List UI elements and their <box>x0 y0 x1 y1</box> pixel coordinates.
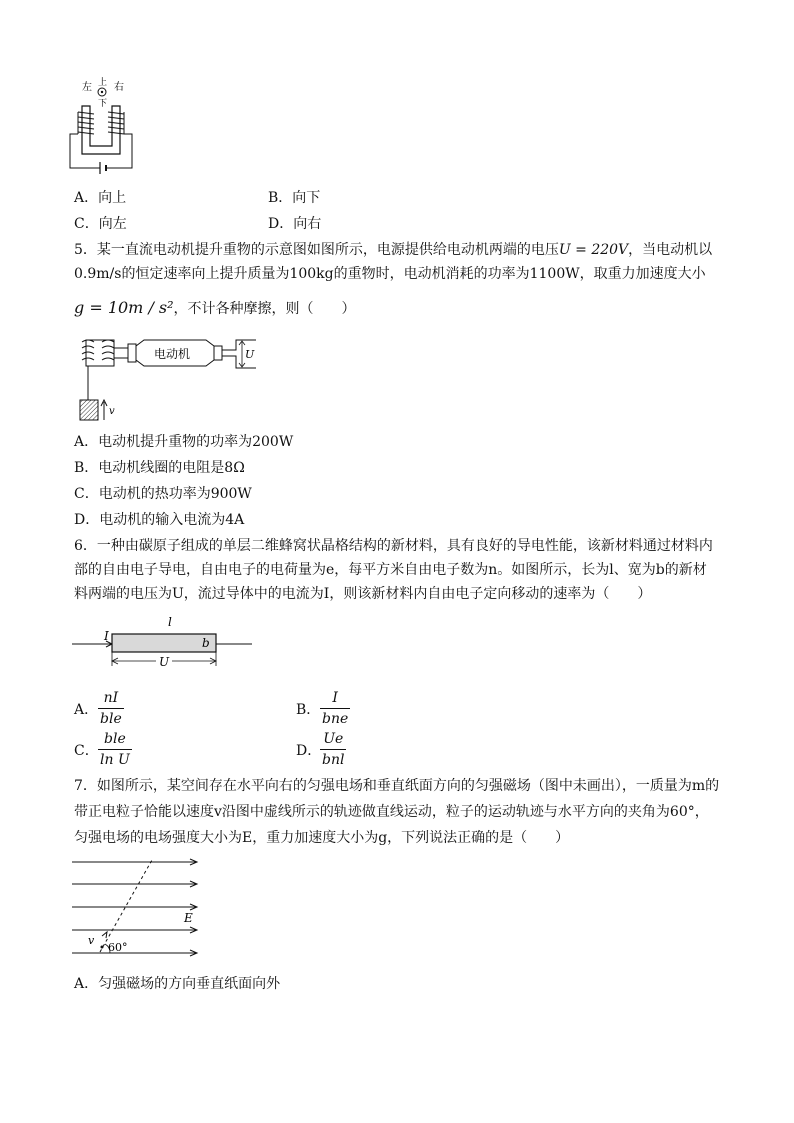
q5-text-line3: g = 10m / s²，不计各种摩擦，则（ ） <box>74 298 356 317</box>
velocity-label: v <box>109 406 115 417</box>
field-figure <box>70 852 204 964</box>
q5-option-a[interactable]: A．电动机提升重物的功率为200W <box>74 434 294 450</box>
width-label: b <box>202 636 210 650</box>
length-label: l <box>168 615 172 629</box>
material-strip <box>112 634 216 652</box>
q4-option-a[interactable]: A．向上 <box>74 190 127 206</box>
q5-option-b[interactable]: B．电动机线圈的电阻是8Ω <box>74 460 245 476</box>
conductor-figure <box>72 614 258 670</box>
motor-label: 电动机 <box>154 347 191 361</box>
q7-option-a[interactable]: A．匀强磁场的方向垂直纸面向外 <box>74 976 281 992</box>
label-down: 下 <box>98 99 108 109</box>
q6-option-b-label[interactable]: B． <box>296 702 321 718</box>
q5-option-d[interactable]: D．电动机的输入电流为4A <box>74 512 245 528</box>
q6-option-c-label[interactable]: C． <box>74 743 99 759</box>
q5-text-line1: 5．某一直流电动机提升重物的示意图如图所示，电源提供给电动机两端的电压U = 220V，当电动机以 <box>74 242 713 258</box>
q6-option-c-fraction[interactable]: ble ln U <box>100 731 130 768</box>
q4-option-c[interactable]: C．向左 <box>74 216 127 232</box>
field-label: E <box>184 911 193 925</box>
q6-option-b-fraction[interactable]: I bne <box>322 690 349 727</box>
q6-text-line1: 6．一种由碳原子组成的单层二维蜂窝状晶格结构的新材料，具有良好的导电性能，该新材料通过材料内 <box>74 538 713 554</box>
q5-voltage-math: U = 220V <box>558 242 629 258</box>
q5-gravity-math: g = 10m / s² <box>74 298 174 317</box>
current-label: I <box>104 629 109 643</box>
velocity-arrow <box>102 932 107 938</box>
label-right: 右 <box>114 82 124 93</box>
q6-option-a-label[interactable]: A． <box>74 702 99 718</box>
voltage-label: U <box>159 655 170 669</box>
voltage-label: U <box>245 348 255 361</box>
q6-text-line3: 料两端的电压为U，流过导体中的电流为I，则该新材料内自由电子定向移动的速率为（ ） <box>74 586 652 602</box>
q5-text-line2: 0.9m/s的恒定速率向上提升质量为100kg的重物时，电动机消耗的功率为1100W，取重力加速度大小 <box>74 266 706 282</box>
electromagnet-figure <box>62 76 142 176</box>
label-up: 上 <box>98 78 108 88</box>
q4-option-b[interactable]: B．向下 <box>268 190 321 206</box>
q6-option-d-fraction[interactable]: Ue bnl <box>322 731 345 768</box>
motor-figure <box>76 330 258 426</box>
velocity-label: v <box>88 934 95 947</box>
q7-text-line1: 7．如图所示，某空间存在水平向右的匀强电场和垂直纸面方向的匀强磁场（图中未画出），一质量为m的 <box>74 778 720 794</box>
q6-option-d-label[interactable]: D． <box>296 743 322 759</box>
q7-text-line3: 匀强电场的电场强度大小为E，重力加速度大小为g，下列说法正确的是（ ） <box>74 830 570 846</box>
label-left: 左 <box>82 82 92 93</box>
q4-option-d[interactable]: D．向右 <box>268 216 322 232</box>
drum <box>86 340 114 366</box>
angle-label: 60° <box>108 941 128 954</box>
q7-text-line2: 带正电粒子恰能以速度v沿图中虚线所示的轨迹做直线运动，粒子的运动轨迹与水平方向的夹角为60°， <box>74 804 709 820</box>
weight <box>80 400 98 420</box>
particle <box>101 946 104 949</box>
q5-option-c[interactable]: C．电动机的热功率为900W <box>74 486 252 502</box>
trajectory <box>100 860 152 952</box>
q6-option-a-fraction[interactable]: nI ble <box>100 690 122 727</box>
q6-text-line2: 部的自由电子导电，自由电子的电荷量为e，每平方米自由电子数为n。如图所示，长为l、宽为b的新材 <box>74 562 707 578</box>
